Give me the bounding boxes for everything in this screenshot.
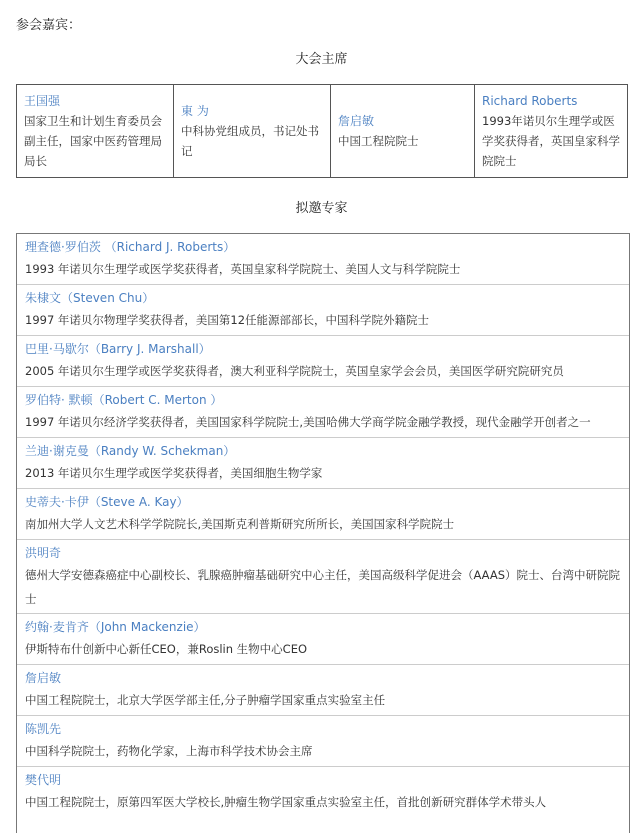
guests-label: 参会嘉宾： — [16, 18, 82, 33]
expert-name[interactable]: 巴里·马歇尔（Barry J. Marshall） — [25, 342, 211, 356]
expert-description: 德州大学安德森癌症中心副校长、乳腺癌肿瘤基础研究中心主任，美国高级科学促进会（AAAS）院士、台湾中研院院士 — [25, 568, 621, 606]
host-name[interactable]: 王国强 — [24, 94, 61, 108]
host-cell — [17, 85, 174, 177]
host-name[interactable]: Richard Roberts — [482, 94, 578, 108]
expert-description: 1993 年诺贝尔生理学或医学奖获得者，英国皇家科学院院士、美国人文与科学院院士 — [25, 262, 461, 276]
hosts-table — [16, 84, 628, 178]
host-description: 1993年诺贝尔生理学或医学奖获得者，英国皇家科学院院士 — [482, 114, 620, 168]
host-name[interactable]: 東 为 — [181, 104, 209, 118]
expert-description: 中国科学院院士，药物化学家，上海市科学技术协会主席 — [25, 744, 313, 758]
expert-row — [17, 614, 629, 665]
experts-heading: 拟邀专家 — [295, 201, 348, 216]
expert-name[interactable]: 理查德·罗伯茨 （Richard J. Roberts） — [25, 240, 236, 254]
expert-name[interactable]: 兰迪·谢克曼（Randy W. Schekman） — [25, 444, 236, 458]
expert-name[interactable]: 洪明奇 — [25, 546, 62, 560]
expert-description: 2005 年诺贝尔生理学或医学奖获得者，澳大利亚科学院院士，英国皇家学会会员，美国医学研究院研究员 — [25, 364, 564, 378]
expert-description: 1997 年诺贝尔物理学奖获得者，美国第12任能源部部长，中国科学院外籍院士 — [25, 313, 430, 327]
expert-row — [17, 336, 629, 387]
expert-description: 南加州大学人文艺术科学学院院长,美国斯克利普斯研究所所长，美国国家科学院院士 — [25, 517, 455, 531]
expert-description: 2013 年诺贝尔生理学或医学奖获得者，美国细胞生物学家 — [25, 466, 323, 480]
host-description: 国家卫生和计划生育委员会副主任，国家中医药管理局局长 — [24, 114, 162, 168]
expert-row — [17, 387, 629, 438]
expert-row — [17, 540, 629, 614]
expert-name[interactable]: 詹启敏 — [25, 671, 62, 685]
hosts-heading: 大会主席 — [295, 52, 348, 67]
expert-name[interactable]: 陈凯先 — [25, 722, 62, 736]
expert-row — [17, 665, 629, 716]
host-cell — [331, 85, 475, 177]
host-name[interactable]: 詹启敏 — [338, 114, 375, 128]
expert-description: 伊斯特布什创新中心新任CEO，兼Roslin 生物中心CEO — [25, 642, 308, 656]
expert-name[interactable]: 罗伯特· 默顿（Robert C. Merton ） — [25, 393, 223, 407]
expert-description: 中国工程院院士，北京大学医学部主任,分子肿瘤学国家重点实验室主任 — [25, 693, 386, 707]
host-description: 中科协党组成员，书记处书记 — [181, 124, 319, 158]
expert-row — [17, 767, 629, 827]
expert-name[interactable]: 史蒂夫·卡伊（Steve A. Kay） — [25, 495, 189, 509]
expert-description: 中国工程院院士，原第四军医大学校长,肿瘤生物学国家重点实验室主任，首批创新研究群体学术带头人 — [25, 795, 547, 809]
expert-name[interactable]: 朱棣文（Steven Chu） — [25, 291, 155, 305]
expert-name[interactable]: 樊代明 — [25, 773, 62, 787]
expert-row — [17, 716, 629, 767]
expert-row — [17, 285, 629, 336]
expert-name[interactable]: 约翰·麦肯齐（John Mackenzie） — [25, 620, 206, 634]
host-cell — [475, 85, 627, 177]
expert-row — [17, 234, 629, 285]
host-description: 中国工程院院士 — [338, 134, 419, 148]
experts-table — [16, 233, 630, 833]
host-cell — [174, 85, 331, 177]
expert-description: 1997 年诺贝尔经济学奖获得者，美国国家科学院院士,美国哈佛大学商学院金融学教授，现代金融学开创者之一 — [25, 415, 591, 429]
expert-row — [17, 489, 629, 540]
expert-row — [17, 438, 629, 489]
